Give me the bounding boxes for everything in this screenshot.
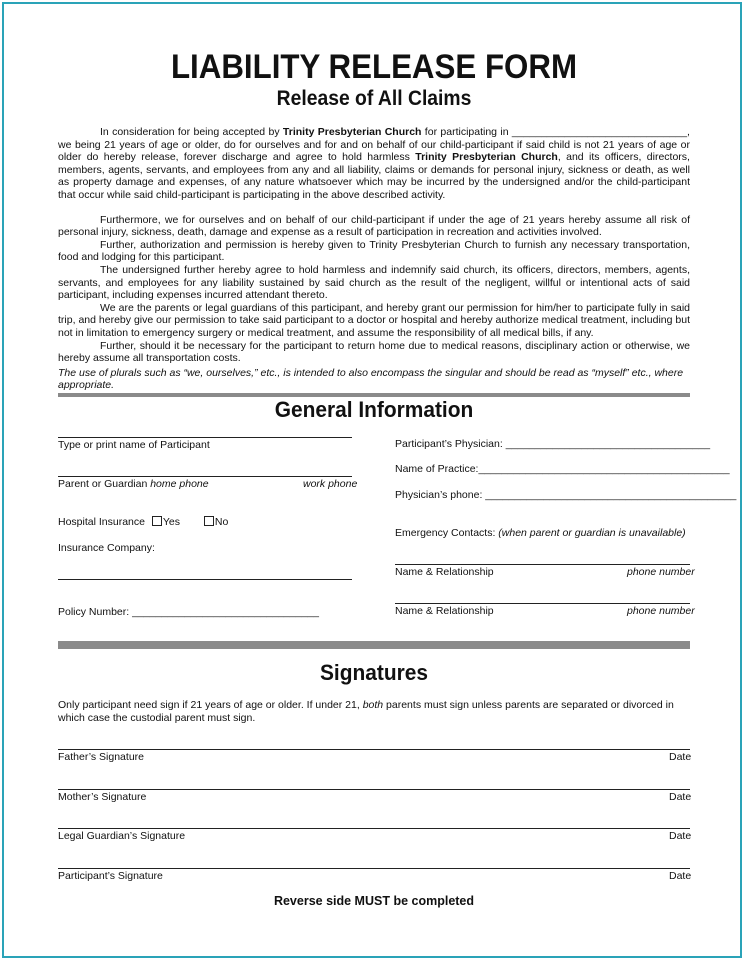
paragraph-indemnify: The undersigned further hereby agree to hold harmless and indemnify said church, its officers, directors, members, agents, servants, and employees for any liability sustained by said church as the result of the negligent, willful or intentional acts of said participant, including expenses incurred attendant thereto. <box>58 263 690 302</box>
guardian-phone-label: Parent or Guardian home phone <box>58 478 209 490</box>
guardian-date-label: Date <box>669 830 692 842</box>
father-signature-line[interactable] <box>58 749 690 750</box>
emergency-contact-1-name: Name & Relationship <box>395 566 494 578</box>
physician-phone-field[interactable]: Physician’s phone: ___________________________________________ <box>395 489 737 501</box>
paragraph-authorization: Further, authorization and permission is hereby given to Trinity Presbyterian Church to furnish any necessary transportation, food and lodging for this participant. <box>58 238 690 264</box>
paragraph-risk: Furthermore, we for ourselves and on behalf of our child-participant if under the age of 21 years hereby assume all risk of personal injury, sickness, death, damage and expense as a result of participation in recreation and activities involved. <box>58 213 690 239</box>
no-checkbox[interactable] <box>204 516 214 526</box>
reverse-side-note: Reverse side MUST be completed <box>273 894 475 908</box>
insurance-company-line[interactable] <box>58 579 352 580</box>
practice-field[interactable]: Name of Practice:___________________________________________ <box>395 463 730 475</box>
participant-name-label: Type or print name of Participant <box>58 439 210 451</box>
guardian-signature-line[interactable] <box>58 828 690 829</box>
paragraph-return-home: Further, should it be necessary for the participant to return home due to medical reasons, disciplinary action or otherwise, we hereby assume all transportation costs. <box>58 339 690 365</box>
father-date-label: Date <box>669 751 692 763</box>
hospital-insurance-row: Hospital Insurance Yes No <box>58 516 229 528</box>
paragraph-consideration: In consideration for being accepted by Trinity Presbyterian Church for participating in ______________________________, we being 21 years of age or older, do for ourselves and for and on behalf of our child-participant if said child is not 21 years of age or older do hereby release, forever discharge and agree to hold harmless Trinity Presbyterian Church, and its officers, directors, members, agents, servants, and employees from any and all liability, claims or demands for personal injury, sickness or death, as well as property damage and expenses, of any nature whatsoever which may be incurred by the undersigned and/or the child-participant that occur while said child-participant is participating in the above described activity. <box>58 126 690 201</box>
yes-checkbox[interactable] <box>152 516 162 526</box>
emergency-contact-2-line[interactable] <box>395 603 690 604</box>
participant-signature-label: Participant’s Signature <box>58 870 163 882</box>
work-phone-label: work phone <box>303 478 358 490</box>
signatures-heading: Signatures <box>319 660 429 685</box>
physician-field[interactable]: Participant’s Physician: ___________________________________ <box>395 438 711 450</box>
general-information-heading: General Information <box>274 397 474 422</box>
participant-date-label: Date <box>669 870 692 882</box>
emergency-contact-1-line[interactable] <box>395 564 690 565</box>
signature-instructions: Only participant need sign if 21 years of age or older. If under 21, both parents must sign unless parents are separated or divorced in which case the custodial parent must sign. <box>58 699 674 724</box>
signatures-divider <box>58 641 690 649</box>
release-text <box>58 126 690 365</box>
emergency-contact-1-phone: phone number <box>627 566 695 578</box>
plural-note: The use of plurals such as “we, ourselves,” etc., is intended to also encompass the singular and should be read as “myself” etc., where appropriate. <box>58 367 684 391</box>
emergency-contact-2-name: Name & Relationship <box>395 605 494 617</box>
mother-date-label: Date <box>669 791 692 803</box>
father-signature-label: Father’s Signature <box>58 751 144 763</box>
paragraph-permission: We are the parents or legal guardians of this participant, and hereby grant our permission for him/her to participate fully in said trip, and hereby give our permission to take said participant to a doctor or hospital and hereby authorize medical treatment, including but not in limitation to emergency surgery or medical treatment, and assume the responsibility of all medical bills, if any. <box>58 301 690 339</box>
emergency-contact-2-phone: phone number <box>627 605 695 617</box>
emergency-contacts-label: Emergency Contacts: (when parent or guardian is unavailable) <box>395 527 686 539</box>
participant-name-line[interactable] <box>58 437 352 438</box>
insurance-company-label: Insurance Company: <box>58 542 155 554</box>
policy-number-field[interactable]: Policy Number: ________________________________ <box>58 606 319 618</box>
guardian-phone-line[interactable] <box>58 476 352 477</box>
form-title: LIABILITY RELEASE FORM <box>170 48 578 86</box>
guardian-signature-label: Legal Guardian’s Signature <box>58 830 186 842</box>
participant-signature-line[interactable] <box>58 868 690 869</box>
form-subtitle: Release of All Claims <box>276 87 472 110</box>
mother-signature-line[interactable] <box>58 789 690 790</box>
mother-signature-label: Mother’s Signature <box>58 791 147 803</box>
